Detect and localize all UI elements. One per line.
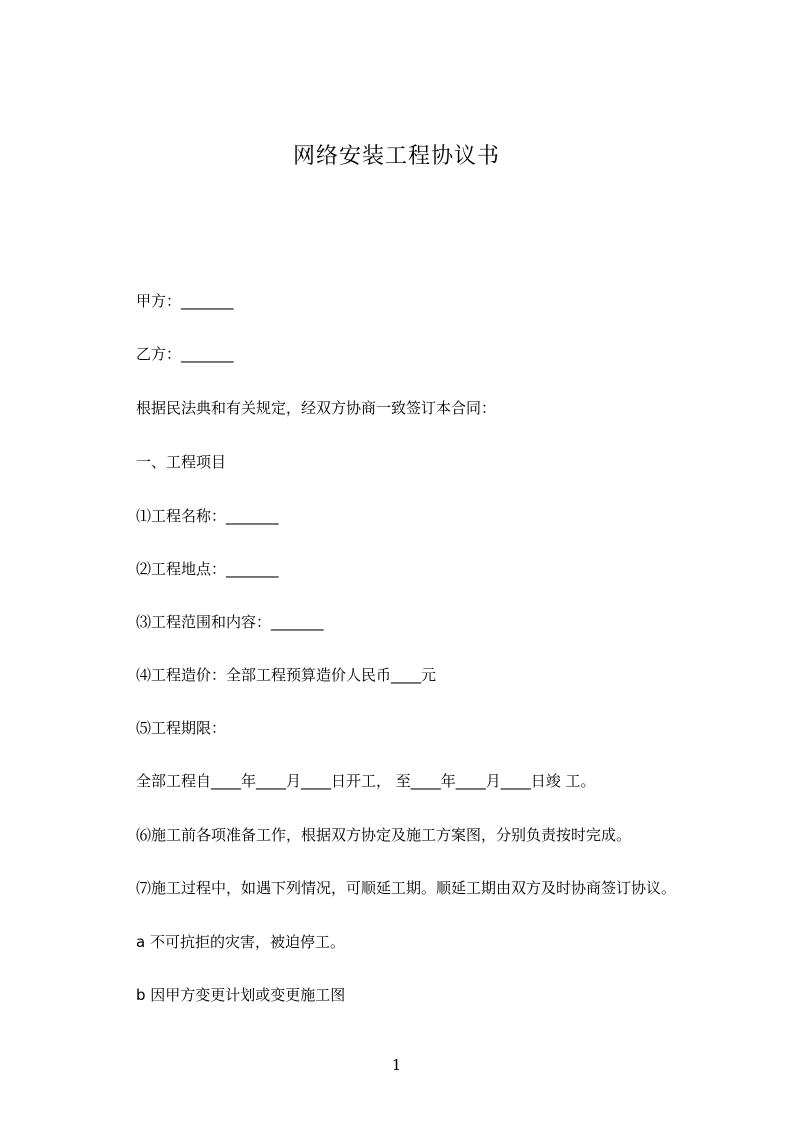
clause-preparation: ⑹施工前各项准备工作，根据双方协定及施工方案图，分别负责按时完成。 <box>136 826 632 844</box>
clause-project-name: ⑴工程名称：_______ <box>136 507 279 525</box>
clause-project-cost: ⑷工程造价：全部工程预算造价人民币____元 <box>136 666 437 684</box>
extension-item-a: a 不可抗拒的灾害，被迫停工。 <box>136 933 345 951</box>
clause-project-scope: ⑶工程范围和内容：_______ <box>136 613 324 631</box>
page-number: 1 <box>391 1056 402 1074</box>
preamble-line: 根据民法典和有关规定，经双方协商一致签订本合同： <box>136 399 497 417</box>
document-title: 网络安装工程协议书 <box>292 144 500 169</box>
clause-extension: ⑺施工过程中，如遇下列情况，可顺延工期。顺延工期由双方及时协商签订协议。 <box>136 879 677 897</box>
party-b-line: 乙方：_______ <box>136 345 234 363</box>
period-detail-line: 全部工程自____年____月____日开工， 至____年____月____日竣 工。 <box>136 772 596 790</box>
extension-item-b: b 因甲方变更计划或变更施工图 <box>136 986 346 1004</box>
clause-project-period: ⑸工程期限： <box>136 719 227 737</box>
party-a-line: 甲方：_______ <box>136 292 234 310</box>
clause-project-location: ⑵工程地点：_______ <box>136 560 279 578</box>
section-heading: 一、工程项目 <box>136 453 227 471</box>
